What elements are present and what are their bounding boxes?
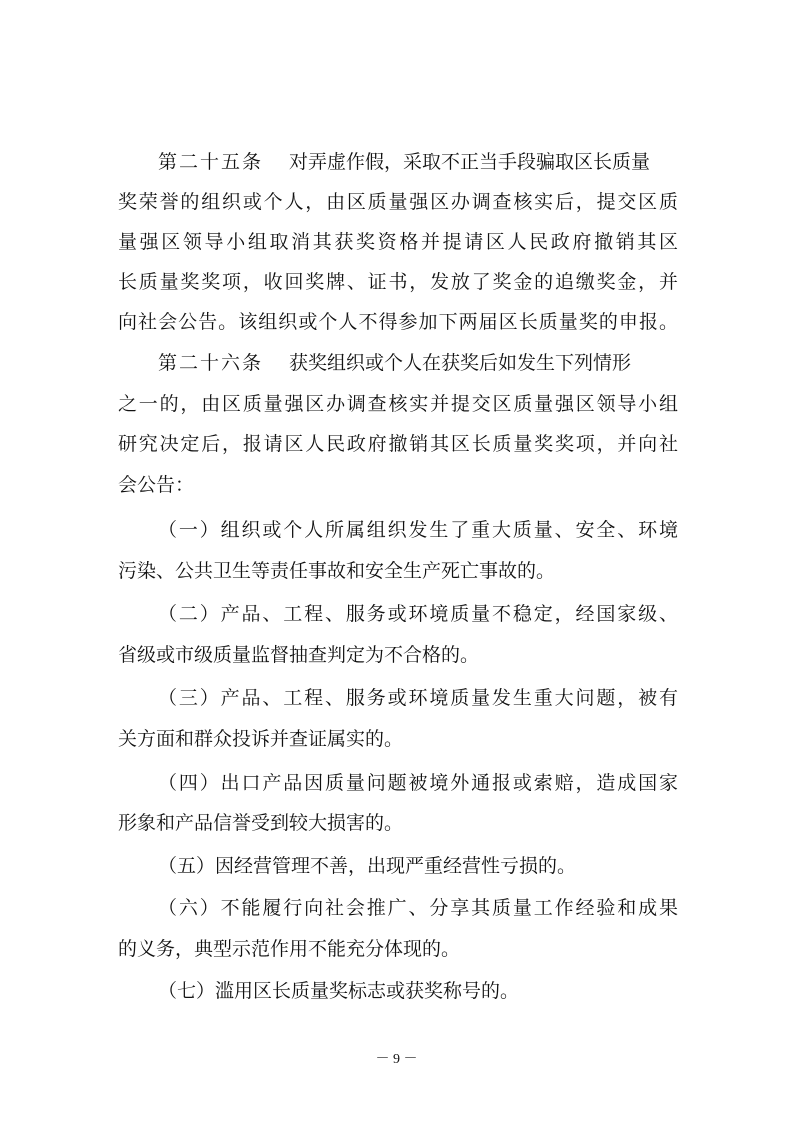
item-4-line-2: 形象和产品信誉受到较大损害的。 bbox=[118, 812, 404, 834]
article-26-text: 获奖组织或个人在获奖后如发生下列情形 bbox=[289, 352, 632, 374]
page-number: － 9 － bbox=[375, 1052, 418, 1067]
article-25-line-4: 长质量奖奖项，收回奖牌、证书，发放了奖金的追缴奖金，并 bbox=[118, 271, 678, 293]
article-26-heading: 第二十六条 bbox=[158, 352, 264, 374]
item-2-line-2: 省级或市级质量监督抽查判定为不合格的。 bbox=[118, 644, 480, 666]
item-3-line-1: （三）产品、工程、服务或环境质量发生重大问题，被有 bbox=[158, 687, 678, 709]
article-26-line-4: 会公告： bbox=[118, 474, 195, 496]
article-26-line-3: 研究决定后，报请区人民政府撤销其区长质量奖奖项，并向社 bbox=[118, 433, 678, 455]
article-26-line-1 bbox=[158, 343, 678, 383]
item-6-line-1: （六）不能履行向社会推广、分享其质量工作经验和成果 bbox=[158, 897, 678, 919]
article-25-text: 对弄虚作假，采取不正当手段骗取区长质量 bbox=[289, 151, 651, 173]
article-25-line-1 bbox=[158, 142, 678, 182]
item-1-line-2: 污染、公共卫生等责任事故和安全生产死亡事故的。 bbox=[118, 560, 556, 582]
item-4-line-1: （四）出口产品因质量问题被境外通报或索赔，造成国家 bbox=[158, 772, 678, 794]
article-25-line-3: 量强区领导小组取消其获奖资格并提请区人民政府撤销其区 bbox=[118, 231, 678, 253]
item-5-line-1: （五）因经营管理不善，出现严重经营性亏损的。 bbox=[158, 855, 577, 877]
item-1-line-1: （一）组织或个人所属组织发生了重大质量、安全、环境 bbox=[158, 519, 678, 541]
item-2-line-1: （二）产品、工程、服务或环境质量不稳定，经国家级、 bbox=[158, 603, 678, 625]
item-7-line-1: （七）滥用区长质量奖标志或获奖称号的。 bbox=[158, 980, 520, 1002]
article-25-line-5: 向社会公告。该组织或个人不得参加下两届区长质量奖的申报。 bbox=[118, 311, 678, 333]
item-6-line-2: 的义务，典型示范作用不能充分体现的。 bbox=[118, 938, 461, 960]
item-3-line-2: 关方面和群众投诉并查证属实的。 bbox=[118, 728, 404, 750]
article-26-line-2: 之一的，由区质量强区办调查核实并提交区质量强区领导小组 bbox=[118, 393, 678, 415]
article-25-line-2: 奖荣誉的组织或个人，由区质量强区办调查核实后，提交区质 bbox=[118, 191, 678, 213]
article-25-heading: 第二十五条 bbox=[158, 151, 264, 173]
